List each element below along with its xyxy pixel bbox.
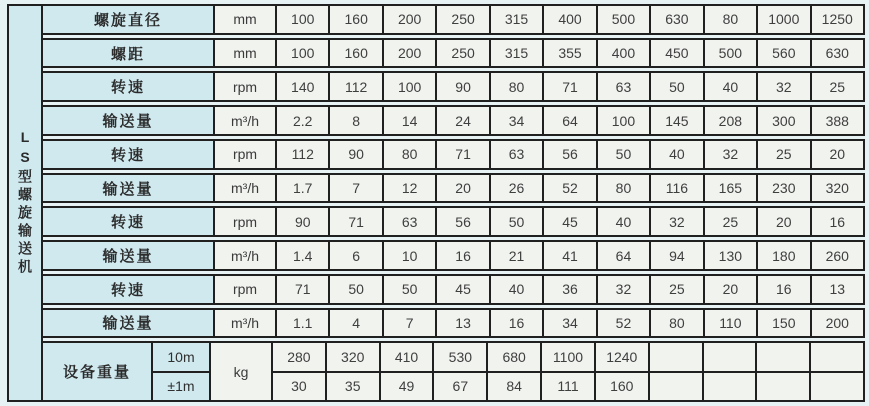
value-cell: 180 bbox=[756, 242, 809, 269]
value-cell: 16 bbox=[810, 208, 863, 235]
value-cell: 260 bbox=[810, 242, 863, 269]
table-row bbox=[41, 71, 865, 102]
spec-table bbox=[7, 4, 865, 402]
weight-value-cell: 1100 bbox=[540, 343, 594, 370]
weight-row-10m bbox=[271, 343, 863, 370]
weight-section-label: 设备重量 bbox=[43, 343, 151, 400]
weight-value-cell: 160 bbox=[594, 373, 648, 400]
weight-value-cell bbox=[755, 343, 809, 370]
value-cell: 21 bbox=[489, 242, 542, 269]
value-cell: 250 bbox=[435, 6, 488, 33]
weight-value-cell: 30 bbox=[271, 373, 325, 400]
unit-cell: rpm bbox=[213, 276, 275, 303]
value-cell: 50 bbox=[328, 276, 381, 303]
value-cell: 40 bbox=[489, 276, 542, 303]
value-cell: 13 bbox=[435, 310, 488, 337]
value-cell: 160 bbox=[328, 40, 381, 67]
value-cell: 25 bbox=[703, 208, 756, 235]
row-label-cell: 转速 bbox=[43, 208, 213, 235]
weight-value-cell: 530 bbox=[432, 343, 486, 370]
value-cell: 63 bbox=[489, 141, 542, 168]
weight-value-cell bbox=[702, 343, 756, 370]
value-cell: 1.1 bbox=[275, 310, 328, 337]
value-cell: 6 bbox=[328, 242, 381, 269]
value-cell: 1.4 bbox=[275, 242, 328, 269]
value-cell: 1000 bbox=[756, 6, 809, 33]
value-cell: 26 bbox=[489, 175, 542, 202]
row-label-cell: 转速 bbox=[43, 141, 213, 168]
value-cell: 250 bbox=[435, 40, 488, 67]
table-row bbox=[41, 105, 865, 136]
weight-value-cell: 1240 bbox=[594, 343, 648, 370]
value-cell: 500 bbox=[596, 6, 649, 33]
table-row bbox=[41, 4, 865, 35]
value-cell: 56 bbox=[435, 208, 488, 235]
value-cell: 20 bbox=[435, 175, 488, 202]
row-label-cell: 输送量 bbox=[43, 175, 213, 202]
value-cell: 94 bbox=[649, 242, 702, 269]
value-cell: 24 bbox=[435, 107, 488, 134]
value-cell: 90 bbox=[328, 141, 381, 168]
weight-value-cell bbox=[702, 373, 756, 400]
value-cell: 90 bbox=[435, 73, 488, 100]
value-cell: 63 bbox=[382, 208, 435, 235]
spec-rows bbox=[41, 4, 865, 402]
value-cell: 560 bbox=[756, 40, 809, 67]
value-cell: 71 bbox=[275, 276, 328, 303]
unit-cell: m³/h bbox=[213, 310, 275, 337]
value-cell: 150 bbox=[756, 310, 809, 337]
value-cell: 71 bbox=[542, 73, 595, 100]
value-cell: 1250 bbox=[810, 6, 863, 33]
value-cell: 160 bbox=[328, 6, 381, 33]
unit-cell: m³/h bbox=[213, 107, 275, 134]
value-cell: 100 bbox=[382, 73, 435, 100]
value-cell: 112 bbox=[275, 141, 328, 168]
value-cell: 450 bbox=[649, 40, 702, 67]
weight-unit-cell: kg bbox=[209, 343, 271, 400]
value-cell: 100 bbox=[275, 40, 328, 67]
value-cell: 630 bbox=[810, 40, 863, 67]
table-row bbox=[41, 240, 865, 271]
table-row bbox=[41, 206, 865, 237]
value-cell: 36 bbox=[542, 276, 595, 303]
weight-data-grid bbox=[271, 343, 863, 400]
value-cell: 45 bbox=[542, 208, 595, 235]
value-cell: 8 bbox=[328, 107, 381, 134]
table-row bbox=[41, 173, 865, 204]
row-label-cell: 螺距 bbox=[43, 40, 213, 67]
value-cell: 20 bbox=[756, 208, 809, 235]
value-cell: 208 bbox=[703, 107, 756, 134]
value-cell: 52 bbox=[542, 175, 595, 202]
value-cell: 50 bbox=[382, 276, 435, 303]
weight-value-cell bbox=[809, 343, 863, 370]
value-cell: 40 bbox=[703, 73, 756, 100]
value-cell: 230 bbox=[756, 175, 809, 202]
value-cell: 80 bbox=[649, 310, 702, 337]
value-cell: 16 bbox=[435, 242, 488, 269]
weight-value-cell bbox=[648, 373, 702, 400]
value-cell: 300 bbox=[756, 107, 809, 134]
row-label-cell: 输送量 bbox=[43, 310, 213, 337]
value-cell: 64 bbox=[542, 107, 595, 134]
value-cell: 7 bbox=[382, 310, 435, 337]
weight-value-cell: 680 bbox=[486, 343, 540, 370]
value-cell: 34 bbox=[542, 310, 595, 337]
value-cell: 64 bbox=[596, 242, 649, 269]
value-cell: 80 bbox=[382, 141, 435, 168]
value-cell: 25 bbox=[756, 141, 809, 168]
value-cell: 320 bbox=[810, 175, 863, 202]
value-cell: 315 bbox=[489, 40, 542, 67]
weight-value-cell bbox=[755, 373, 809, 400]
machine-name-strip bbox=[7, 4, 43, 402]
value-cell: 400 bbox=[596, 40, 649, 67]
value-cell: 500 bbox=[703, 40, 756, 67]
value-cell: 130 bbox=[703, 242, 756, 269]
value-cell: 10 bbox=[382, 242, 435, 269]
value-cell: 80 bbox=[489, 73, 542, 100]
row-label-cell: 转速 bbox=[43, 276, 213, 303]
value-cell: 355 bbox=[542, 40, 595, 67]
value-cell: 63 bbox=[596, 73, 649, 100]
value-cell: 400 bbox=[542, 6, 595, 33]
value-cell: 7 bbox=[328, 175, 381, 202]
table-row bbox=[41, 308, 865, 339]
value-cell: 200 bbox=[382, 40, 435, 67]
table-row bbox=[41, 274, 865, 305]
unit-cell: m³/h bbox=[213, 175, 275, 202]
weight-value-cell bbox=[809, 373, 863, 400]
value-cell: 80 bbox=[596, 175, 649, 202]
value-cell: 110 bbox=[703, 310, 756, 337]
value-cell: 165 bbox=[703, 175, 756, 202]
value-cell: 200 bbox=[382, 6, 435, 33]
row-label-cell: 输送量 bbox=[43, 242, 213, 269]
row-label-cell: 输送量 bbox=[43, 107, 213, 134]
unit-cell: rpm bbox=[213, 73, 275, 100]
value-cell: 45 bbox=[435, 276, 488, 303]
value-cell: 50 bbox=[596, 141, 649, 168]
value-cell: 25 bbox=[649, 276, 702, 303]
value-cell: 13 bbox=[810, 276, 863, 303]
weight-sub-column bbox=[151, 343, 209, 400]
value-cell: 41 bbox=[542, 242, 595, 269]
value-cell: 32 bbox=[703, 141, 756, 168]
value-cell: 50 bbox=[489, 208, 542, 235]
table-row bbox=[41, 139, 865, 170]
value-cell: 1.7 bbox=[275, 175, 328, 202]
unit-cell: mm bbox=[213, 40, 275, 67]
weight-value-cell: 410 bbox=[379, 343, 433, 370]
value-cell: 116 bbox=[649, 175, 702, 202]
value-cell: 80 bbox=[703, 6, 756, 33]
value-cell: 56 bbox=[542, 141, 595, 168]
value-cell: 14 bbox=[382, 107, 435, 134]
weight-value-cell: 280 bbox=[271, 343, 325, 370]
weight-value-cell: 111 bbox=[540, 373, 594, 400]
value-cell: 4 bbox=[328, 310, 381, 337]
value-cell: 630 bbox=[649, 6, 702, 33]
unit-cell: rpm bbox=[213, 208, 275, 235]
value-cell: 71 bbox=[328, 208, 381, 235]
value-cell: 32 bbox=[756, 73, 809, 100]
weight-value-cell bbox=[648, 343, 702, 370]
value-cell: 16 bbox=[489, 310, 542, 337]
row-label-cell: 转速 bbox=[43, 73, 213, 100]
machine-name-vertical-label: LS型螺旋输送机 bbox=[17, 129, 33, 277]
value-cell: 20 bbox=[703, 276, 756, 303]
value-cell: 50 bbox=[649, 73, 702, 100]
value-cell: 2.2 bbox=[275, 107, 328, 134]
weight-value-cell: 67 bbox=[432, 373, 486, 400]
weight-section bbox=[41, 341, 865, 402]
unit-cell: m³/h bbox=[213, 242, 275, 269]
value-cell: 52 bbox=[596, 310, 649, 337]
unit-cell: rpm bbox=[213, 141, 275, 168]
value-cell: 140 bbox=[275, 73, 328, 100]
value-cell: 16 bbox=[756, 276, 809, 303]
value-cell: 315 bbox=[489, 6, 542, 33]
table-row bbox=[41, 38, 865, 69]
weight-sub-label-1m: ±1m bbox=[153, 371, 209, 400]
value-cell: 40 bbox=[649, 141, 702, 168]
weight-sub-label-10m: 10m bbox=[167, 349, 195, 366]
value-cell: 40 bbox=[596, 208, 649, 235]
weight-value-cell: 320 bbox=[325, 343, 379, 370]
value-cell: 32 bbox=[649, 208, 702, 235]
row-label-cell: 螺旋直径 bbox=[43, 6, 213, 33]
value-cell: 12 bbox=[382, 175, 435, 202]
value-cell: 71 bbox=[435, 141, 488, 168]
weight-value-cell: 35 bbox=[325, 373, 379, 400]
value-cell: 34 bbox=[489, 107, 542, 134]
weight-value-cell: 84 bbox=[486, 373, 540, 400]
value-cell: 20 bbox=[810, 141, 863, 168]
value-cell: 100 bbox=[275, 6, 328, 33]
value-cell: 112 bbox=[328, 73, 381, 100]
value-cell: 32 bbox=[596, 276, 649, 303]
value-cell: 100 bbox=[596, 107, 649, 134]
weight-value-cell: 49 bbox=[379, 373, 433, 400]
value-cell: 25 bbox=[810, 73, 863, 100]
value-cell: 145 bbox=[649, 107, 702, 134]
value-cell: 388 bbox=[810, 107, 863, 134]
value-cell: 90 bbox=[275, 208, 328, 235]
weight-row-1m bbox=[271, 371, 863, 400]
unit-cell: mm bbox=[213, 6, 275, 33]
value-cell: 200 bbox=[810, 310, 863, 337]
